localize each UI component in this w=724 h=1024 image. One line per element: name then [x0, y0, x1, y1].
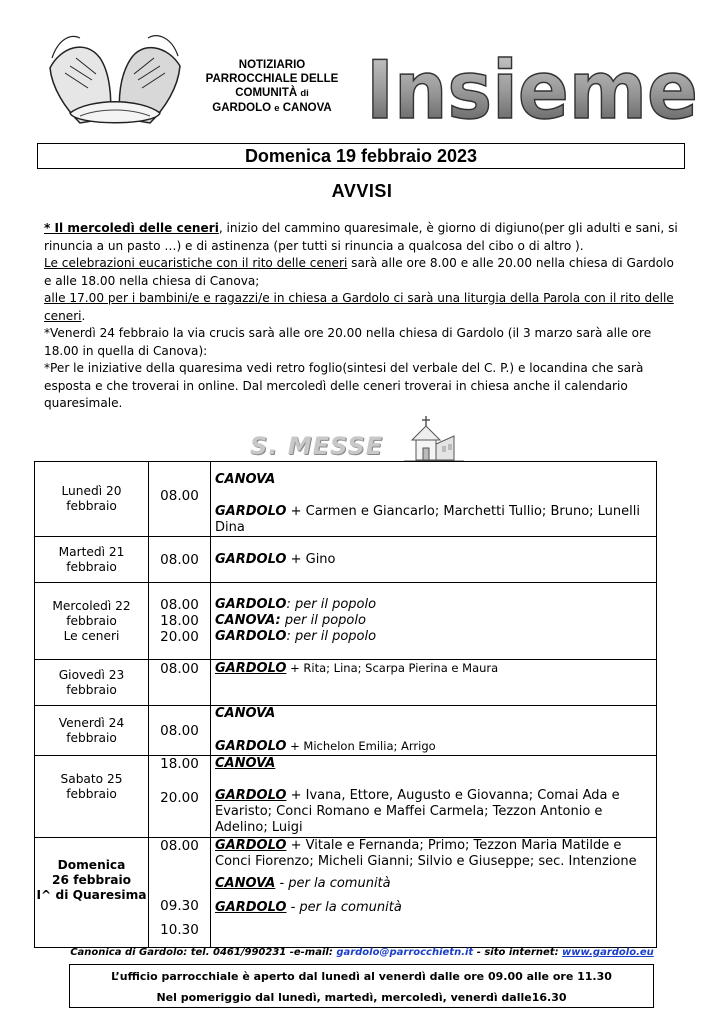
entry-cell: CANOVA GARDOLO + Carmen e Giancarlo; Marchetti Tullio; Bruno; Lunelli Dina [211, 462, 657, 537]
office-hours-box [69, 964, 654, 1008]
bulletin-date: Domenica 19 febbraio 2023 [244, 145, 478, 166]
entry-cell: GARDOLO: per il popolo CANOVA: per il popolo GARDOLO: per il popolo [211, 583, 657, 660]
org-line-1: NOTIZIARIO [238, 59, 306, 71]
publication-org [196, 58, 348, 116]
table-row [35, 706, 657, 756]
day-cell: Venerdì 24 febbraio [35, 706, 149, 756]
time-cell: 08.00 [149, 462, 211, 537]
entry-cell: GARDOLO + Vitale e Fernanda; Primo; Tezzon Maria Matilde e Conci Fiorenzo; Micheli Gianni; Silvio e Giuseppe; sec. Intenzione CANOVA - per la comunità GARDOLO - per la comunità [211, 838, 657, 948]
email-link[interactable]: gardolo@parrocchietn.it [336, 947, 474, 958]
day-cell: Martedì 21 febbraio [35, 537, 149, 583]
avvisi-heading: AVVISI [331, 181, 393, 201]
notice-ash-wednesday: * Il mercoledì delle ceneri, inizio del cammino quaresimale, è giorno di digiuno(per gli adulti e sani, si rinuncia a un pasto …) e di astinenza (per tutti si rinuncia a qualcosa del cibo o di altro ). [44, 221, 678, 253]
hands-illustration [40, 28, 190, 138]
time-cell: 08.00 [149, 660, 211, 706]
entry-cell: CANOVA GARDOLO + Michelon Emilia; Arrigo [211, 706, 657, 756]
table-row [35, 537, 657, 583]
entry-cell: CANOVA GARDOLO + Ivana, Ettore, Augusto e Giovanna; Comai Ada e Evaristo; Conci Romano e Maffei Carmela; Tezzon Antonio e Adelino; Luigi [211, 756, 657, 838]
notice-lent-initiatives: *Per le iniziative della quaresima vedi retro foglio(sintesi del verbale del C. P.) e locandina che sarà esposta e che troverai in online. Dal mercoledì delle ceneri troverai in chiesa anche il calendario quaresimale. [44, 361, 644, 410]
time-cell: 08.00 18.00 20.00 [149, 583, 211, 660]
day-cell: Sabato 25 febbraio [35, 756, 149, 838]
contact-line: Canonica di Gardolo: tel. 0461/990231 -e-mail: gardolo@parrocchietn.it - sito internet: www.gardolo.eu [70, 947, 654, 958]
notice-via-crucis: *Venerdì 24 febbraio la via crucis sarà alle ore 20.00 nella chiesa di Gardolo (il 3 marzo sarà alle ore 18.00 in quella di Canova): [44, 326, 652, 358]
day-cell: Domenica 26 febbraio I^ di Quaresima [35, 838, 149, 948]
time-cell: 18.00 20.00 [149, 756, 211, 838]
day-cell: Giovedì 23 febbraio [35, 660, 149, 706]
day-cell: Mercoledì 22 febbraio Le ceneri [35, 583, 149, 660]
notices [44, 220, 684, 413]
time-cell: 08.00 [149, 706, 211, 756]
notice-children-liturgy: alle 17.00 per i bambini/e e ragazzi/e in chiesa a Gardolo ci sarà una liturgia della Parola con il rito delle ceneri. [44, 291, 674, 323]
entry-cell: GARDOLO + Rita; Lina; Scarpa Pierina e Maura [211, 660, 657, 706]
notice-celebrations: Le celebrazioni eucaristiche con il rito delle ceneri sarà alle ore 8.00 e alle 20.00 nella chiesa di Gardolo e alle 18.00 nella chiesa di Canova; [44, 256, 674, 288]
messe-heading: S. MESSE [250, 432, 384, 460]
table-row [35, 756, 657, 838]
table-row [35, 660, 657, 706]
time-cell: 08.00 [149, 537, 211, 583]
day-cell: Lunedì 20 febbraio [35, 462, 149, 537]
time-cell: 08.00 09.30 10.30 [149, 838, 211, 948]
org-line-4: GARDOLO e CANOVA [212, 102, 332, 114]
org-line-3: COMUNITÀ di [235, 87, 309, 99]
org-line-2: PARROCCHIALE DELLE [205, 73, 339, 85]
website-link[interactable]: www.gardolo.eu [562, 947, 654, 958]
office-hours-morning: L’ufficio parrocchiale è aperto dal lunedì al venerdì dalle ore 09.00 alle ore 11.30 [111, 970, 612, 983]
office-hours-afternoon: Nel pomeriggio dal lunedì, martedì, mercoledì, venerdì dalle16.30 [156, 991, 567, 1004]
date-box [37, 143, 685, 169]
chapel-icon [404, 416, 464, 461]
table-row [35, 462, 657, 537]
entry-cell: GARDOLO + Gino [211, 537, 657, 583]
masthead-title: Insieme [366, 44, 698, 128]
table-row [35, 838, 657, 948]
mass-schedule-table [34, 461, 657, 948]
table-row [35, 583, 657, 660]
masthead-logo [364, 40, 700, 128]
